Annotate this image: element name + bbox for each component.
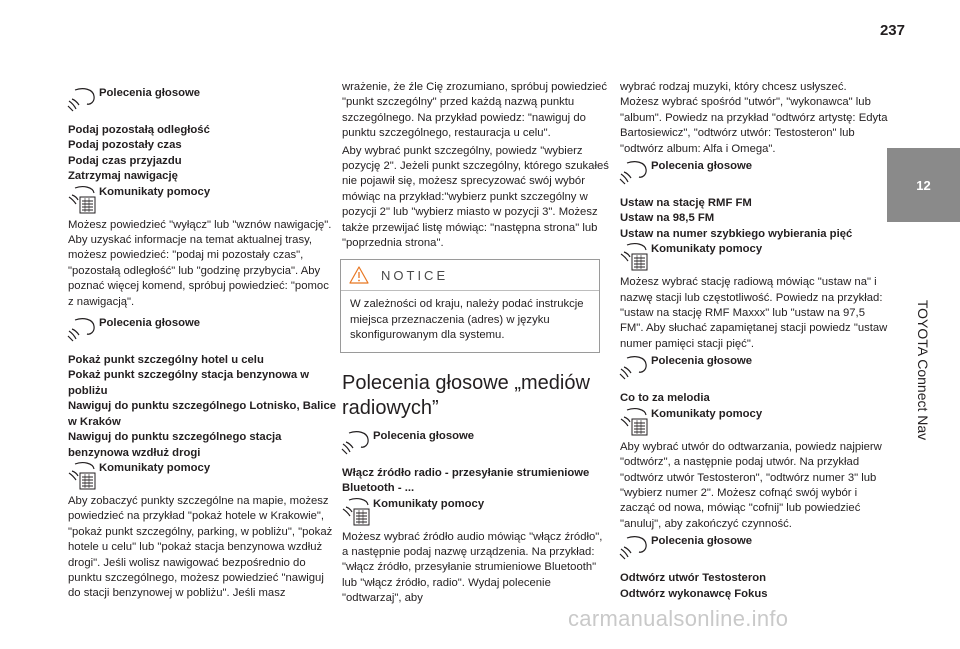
speech-hand-icon	[339, 430, 373, 456]
help-text: Aby wybrać utwór do odtwarzania, powiedz najpierw "odtwórz", a następnie podaj utwór. Na przykład "odtwórz utwór Testosteron", "odtwórz numer 3" lub "wybierz numer 2". Możesz cofnąć swój wybór i zacząć od nowa, mówiąc "cofnij" lub powiedzieć "anuluj", aby zakończyć czynność.	[620, 440, 882, 530]
voice-commands-heading	[620, 354, 888, 381]
command-line: Nawiguj do punktu szczególnego Lotnisko, Balice w Kraków	[68, 400, 337, 428]
body-text: wrażenie, że źle Cię zrozumiano, spróbuj powiedzieć "punkt szczególny" przed każdą nazwą punktu szczególnego. Na przykład powiedz: "nawiguj do punktu szczególnego, restauracja u celu".	[342, 81, 607, 140]
command-line: Włącz źródło radio - przesyłanie strumieniowe Bluetooth - ...	[342, 466, 590, 495]
column-middle	[342, 80, 610, 609]
command-line: Ustaw na numer szybkiego wybierania pięć	[620, 227, 853, 240]
speech-screen-icon	[65, 185, 99, 215]
voice-commands-heading	[68, 316, 336, 343]
help-messages-heading	[68, 185, 336, 215]
voice-commands-label: Polecenia głosowe	[651, 355, 753, 368]
help-messages-label: Komunikaty pomocy	[99, 185, 211, 198]
notice-header	[341, 260, 599, 291]
speech-screen-icon	[65, 461, 99, 491]
help-messages-label: Komunikaty pomocy	[651, 243, 763, 256]
speech-hand-icon	[65, 317, 99, 343]
speech-screen-icon	[339, 497, 373, 527]
command-line: Podaj pozostałą odległość	[68, 124, 210, 136]
notice-text: W zależności od kraju, należy podać instrukcje miejsca przeznaczenia (adres) w języku skonfigurowanym dla systemu.	[350, 298, 584, 342]
command-line: Co to za melodia	[620, 392, 710, 405]
command-line: Pokaż punkt szczególny hotel u celu	[68, 354, 264, 367]
help-messages-heading	[342, 497, 610, 527]
column-left	[68, 80, 336, 604]
speech-hand-icon	[65, 87, 99, 113]
help-messages-label: Komunikaty pomocy	[651, 407, 763, 420]
speech-hand-icon	[617, 355, 651, 381]
voice-commands-label: Polecenia głosowe	[651, 160, 753, 173]
watermark: carmanualsonline.info	[568, 606, 789, 631]
help-text: Możesz powiedzieć "wyłącz" lub "wznów nawigację". Aby uzyskać informacje na temat aktualnej trasy, możesz powiedzieć: "podaj mi pozostały czas", "pozostałą odległość" lub "godzinę przybycia". Aby poznać więcej komend, spróbuj powiedzieć: "pomoc z nawigacją".	[68, 218, 332, 308]
help-messages-heading	[68, 461, 336, 491]
voice-commands-heading	[342, 429, 610, 456]
help-text: Możesz wybrać źródło audio mówiąc "włącz źródło", a następnie podaj nazwę urządzenia. Na przykład: "włącz źródło, przesyłanie strumieniowe Bluetooth" lub "włącz źródło, radio". Wydaj polecenie "odtwarzaj", aby	[342, 530, 603, 605]
voice-commands-heading	[620, 159, 888, 186]
command-line: Odtwórz utwór Testosteron	[620, 572, 767, 585]
command-line: Ustaw na stację RMF FM	[620, 197, 752, 210]
chapter-title: TOYOTA Connect Nav	[915, 299, 931, 441]
voice-commands-label: Polecenia głosowe	[373, 429, 475, 442]
help-text: Aby zobaczyć punkty szczególne na mapie, możesz powiedzieć na przykład "pokaż hotele w Krakowie", "pokaż punkt szczególny, parking, w pobliżu", "pokaż hotele u celu" lub "pokaż stacja benzynowa wzdłuż drogi". Jeśli wolisz nawigować bezpośrednio do punktu szczególnego, możesz powiedzieć "nawiguj do stacji benzynowej w pobliżu". Jeśli masz	[68, 494, 333, 600]
voice-commands-heading	[68, 86, 336, 113]
speech-hand-icon	[617, 160, 651, 186]
help-messages-heading	[620, 407, 888, 437]
section-title: Polecenia głosowe „mediów radiowych”	[342, 371, 590, 419]
speech-hand-icon	[617, 535, 651, 561]
command-line: Odtwórz wykonawcę Fokus	[620, 587, 768, 600]
voice-commands-label: Polecenia głosowe	[651, 535, 753, 548]
command-line: Podaj czas przyjazdu	[68, 154, 182, 167]
notice-box	[340, 259, 600, 352]
help-text: Możesz wybrać stację radiową mówiąc "ustaw na" i nazwę stacji lub częstotliwość. Powiedz na przykład: "ustaw na stację RMF Maxxx" lub "ustaw na 97,5 FM". Aby słuchać zapamiętanej stacji powiedz "ustaw numer pamięci stacji pięć".	[620, 276, 888, 350]
speech-screen-icon	[617, 242, 651, 272]
help-messages-heading	[620, 242, 888, 272]
page-number: 237	[879, 22, 905, 39]
command-line: Podaj pozostały czas	[68, 139, 182, 152]
command-line: Zatrzymaj nawigację	[68, 170, 178, 183]
command-line: Nawiguj do punktu szczególnego stacja benzynowa wzdłuż drogi	[68, 431, 282, 459]
body-text: Aby wybrać punkt szczególny, powiedz "wybierz pozycję 2". Jeżeli punkt szczególny, którego szukałeś nie pojawił się, możesz sprecyzować swój wybór mówiąc na przykład:"wybierz punkt szczególny w pozycji 2" lub "wybierz miasto w pozycji 3". Możesz także przewijać listę mówiąc: "następna strona" lub "poprzednia strona".	[342, 144, 609, 250]
column-right	[620, 80, 888, 602]
voice-commands-label: Polecenia głosowe	[99, 87, 201, 99]
help-messages-label: Komunikaty pomocy	[373, 497, 485, 510]
command-line: Pokaż punkt szczególny stacja benzynowa w pobliżu	[68, 369, 310, 397]
help-messages-label: Komunikaty pomocy	[99, 461, 211, 474]
warning-triangle-icon	[349, 266, 369, 284]
voice-commands-label: Polecenia głosowe	[99, 317, 201, 330]
chapter-tab[interactable]: 12	[887, 148, 960, 222]
body-text: wybrać rodzaj muzyki, który chcesz usłyszeć. Możesz wybrać spośród "utwór", "wykonawca" lub "album". Powiedz na przykład "odtwórz artystę: Edyta Bartosiewicz", "odtwórz utwór: Testosteron" lub "odtwórz album: Alfa i Omega".	[620, 81, 888, 155]
voice-commands-heading	[620, 534, 888, 561]
speech-screen-icon	[617, 407, 651, 437]
command-line: Ustaw na 98,5 FM	[620, 212, 715, 225]
notice-title: NOTICE	[381, 267, 449, 283]
